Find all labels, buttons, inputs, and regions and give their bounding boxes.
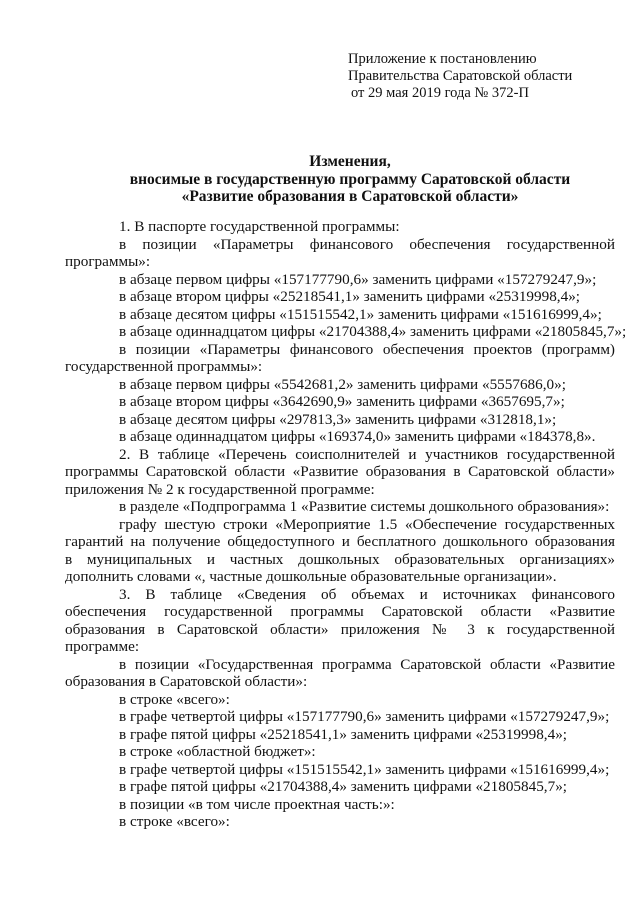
- paragraph-line: в строке «областной бюджет»:: [119, 743, 316, 760]
- paragraph-line: образования в Саратовской области»:: [65, 673, 308, 690]
- paragraph-line: в графе четвертой цифры «151515542,1» заменить цифрами «151616999,4»;: [119, 760, 610, 778]
- paragraph-line: образования в Саратовской области» приложения № 3 к государственной: [65, 620, 615, 638]
- title-line-2: вносимые в государственную программу Саратовской области: [129, 170, 571, 188]
- paragraph-line: в позиции «Параметры финансового обеспечения государственной: [119, 235, 615, 253]
- paragraph-line: в позиции «Государственная программа Саратовской области «Развитие: [119, 655, 615, 673]
- paragraph-line: дополнить словами «, частные дошкольные образовательные организации».: [65, 568, 557, 585]
- paragraph-line: в муниципальных и частных дошкольных образовательных организациях»: [65, 550, 615, 568]
- paragraph-line: государственной программы»:: [65, 358, 263, 375]
- title-line-3: «Развитие образования в Саратовской области»: [181, 188, 519, 205]
- paragraph-line: в абзаце десятом цифры «151515542,1» заменить цифрами «151616999,4»;: [119, 305, 602, 323]
- paragraph-line: в абзаце одиннадцатом цифры «169374,0» заменить цифрами «184378,8».: [119, 428, 596, 445]
- paragraph-line: приложения № 2 к государственной программе:: [65, 480, 375, 498]
- paragraph-line: в разделе «Подпрограмма 1 «Развитие системы дошкольного образования»:: [119, 498, 610, 515]
- paragraph-line: в абзаце одиннадцатом цифры «21704388,4» заменить цифрами «21805845,7»;: [119, 323, 627, 340]
- appendix-header: [348, 51, 628, 102]
- paragraph-line: в абзаце первом цифры «5542681,2» заменить цифрами «5557686,0»;: [119, 375, 566, 393]
- paragraph-line: программы Саратовской области «Развитие образования в Саратовской области»: [65, 463, 615, 480]
- paragraph-line: в графе четвертой цифры «157177790,6» заменить цифрами «157279247,9»;: [119, 708, 610, 725]
- paragraph-line: в строке «всего»:: [119, 813, 230, 830]
- paragraph-line: 1. В паспорте государственной программы:: [119, 218, 400, 235]
- paragraph-line: в графе пятой цифры «21704388,4» заменить цифрами «21805845,7»;: [119, 778, 568, 795]
- document-title: [60, 153, 640, 206]
- paragraph-line: в абзаце десятом цифры «297813,3» заменить цифрами «312818,1»;: [119, 410, 557, 428]
- paragraph-line: в позиции «в том числе проектная часть:»:: [119, 795, 395, 813]
- paragraph-line: гарантий на получение общедоступного и бесплатного дошкольного образования: [65, 533, 615, 550]
- paragraph-line: в графе пятой цифры «25218541,1» заменить цифрами «25319998,4»;: [119, 725, 568, 743]
- appendix-line-3: от 29 мая 2019 года № 372-П: [351, 85, 529, 101]
- paragraph-line: 2. В таблице «Перечень соисполнителей и участников государственной: [119, 445, 615, 463]
- paragraph-line: в абзаце втором цифры «3642690,9» заменить цифрами «3657695,7»;: [119, 393, 565, 410]
- appendix-line-1: Приложение к постановлению: [348, 51, 537, 67]
- paragraph-line: графу шестую строки «Мероприятие 1.5 «Обеспечение государственных: [119, 515, 615, 533]
- paragraph-line: в позиции «Параметры финансового обеспечения проектов (программ): [119, 340, 615, 358]
- appendix-line-2: Правительства Саратовской области: [348, 68, 573, 84]
- title-line-1: Изменения,: [309, 153, 391, 170]
- paragraph-line: в абзаце втором цифры «25218541,1» заменить цифрами «25319998,4»;: [119, 288, 581, 305]
- paragraph-line: в строке «всего»:: [119, 690, 230, 708]
- paragraph-line: 3. В таблице «Сведения об объемах и источниках финансового: [119, 585, 615, 603]
- document-body: [65, 218, 627, 831]
- paragraph-line: в абзаце первом цифры «157177790,6» заменить цифрами «157279247,9»;: [119, 270, 597, 288]
- paragraph-line: обеспечения государственной программы Саратовской области «Развитие: [65, 603, 615, 620]
- paragraph-line: программе:: [65, 638, 140, 655]
- paragraph-line: программы»:: [65, 253, 151, 270]
